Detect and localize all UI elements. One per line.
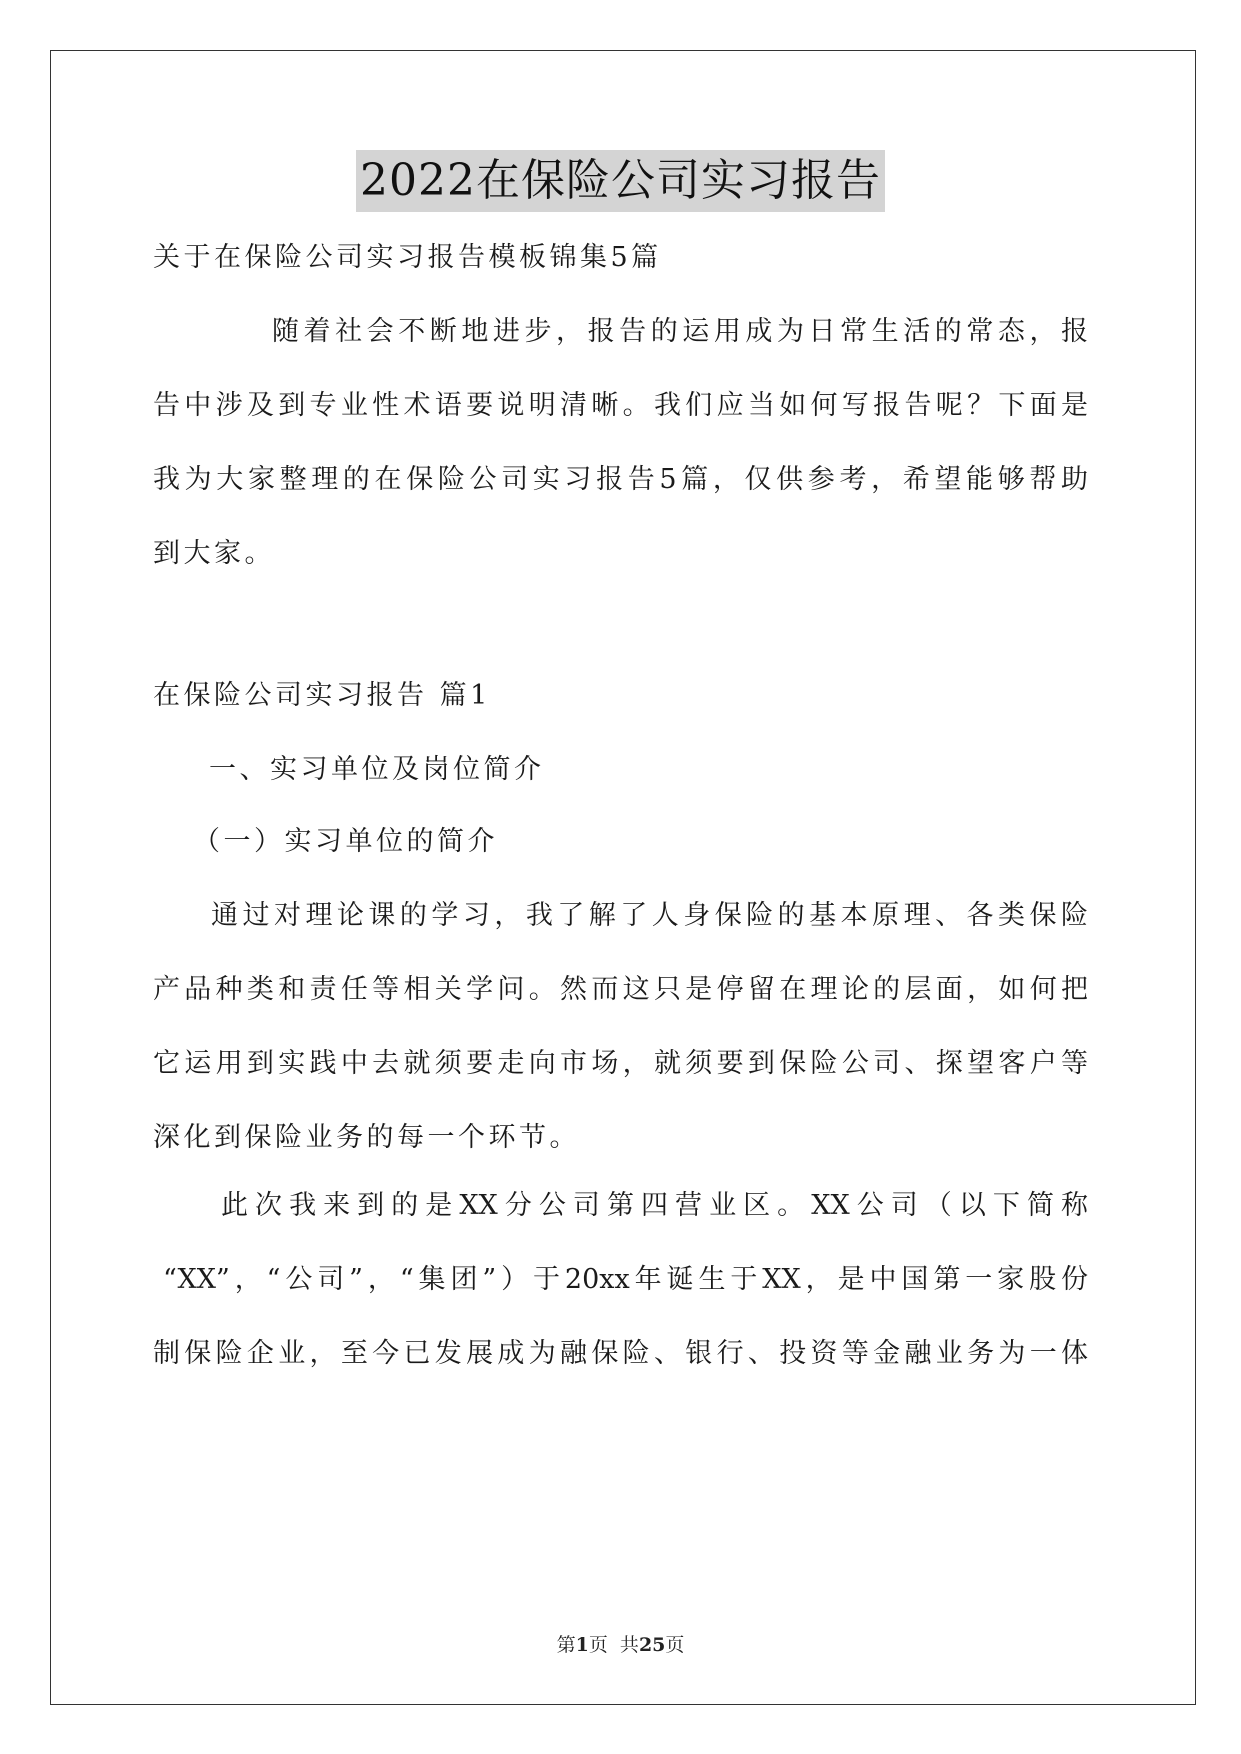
document-title: 2022在保险公司实习报告: [356, 150, 885, 212]
footer-total-pages: 25: [638, 1634, 666, 1656]
paragraph-1-line-4: 深化到保险业务的每一个环节。: [153, 1122, 580, 1153]
page-border: [50, 50, 1196, 1705]
heading-level-1: 一、实习单位及岗位简介: [209, 754, 545, 785]
section-heading: 在保险公司实习报告 篇1: [153, 680, 491, 711]
paragraph-1-line-1: 通过对理论课的学习，我了解了人身保险的基本原理、各类保险: [211, 900, 1088, 931]
intro-line-1: 随着社会不断地进步，报告的运用成为日常生活的常态，报: [272, 316, 1088, 347]
heading-level-2: （一）实习单位的简介: [193, 826, 498, 857]
footer-suffix: 页: [665, 1634, 685, 1656]
title-container: [0, 150, 1241, 212]
footer-prefix: 第: [556, 1634, 576, 1656]
paragraph-1-line-2: 产品种类和责任等相关学问。然而这只是停留在理论的层面，如何把: [153, 974, 1088, 1005]
paragraph-2-line-1: 此次我来到的是XX分公司第四营业区。XX公司（以下简称: [221, 1190, 1088, 1221]
document-subtitle: 关于在保险公司实习报告模板锦集5篇: [153, 242, 662, 273]
intro-line-3: 我为大家整理的在保险公司实习报告5篇，仅供参考，希望能够帮助: [153, 464, 1088, 495]
footer-middle: 页 共: [588, 1634, 639, 1656]
paragraph-2-line-2: “XX”，“公司”，“集团”）于20xx年诞生于XX，是中国第一家股份: [163, 1264, 1088, 1295]
paragraph-1-line-3: 它运用到实践中去就须要走向市场，就须要到保险公司、探望客户等: [153, 1048, 1088, 1079]
intro-line-2: 告中涉及到专业性术语要说明清晰。我们应当如何写报告呢？下面是: [153, 390, 1088, 421]
paragraph-2-line-3: 制保险企业，至今已发展成为融保险、银行、投资等金融业务为一体: [153, 1338, 1088, 1369]
page-footer: [0, 1632, 1241, 1658]
intro-line-4: 到大家。: [153, 538, 275, 569]
footer-page-number: 1: [575, 1634, 589, 1656]
